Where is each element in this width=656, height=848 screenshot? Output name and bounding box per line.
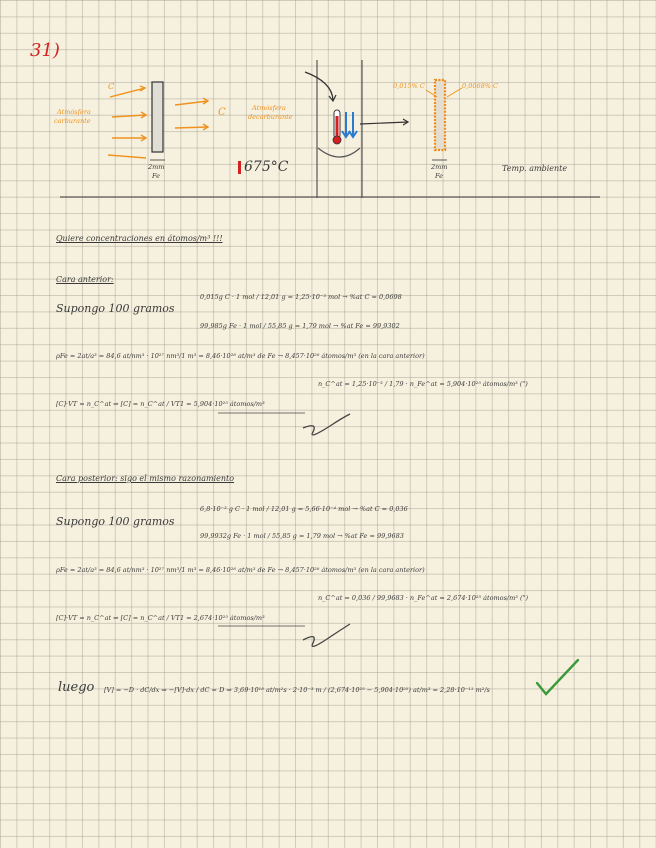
front-suppose: Supongo 100 gramos [56, 302, 175, 315]
front-nc-line: n_C^at = 1,25·10⁻³ / 1,79 · n_Fe^at = 5,904·10²⁵ átomos/m³ (") [318, 380, 528, 388]
material-left: Fe [152, 172, 161, 180]
diffusion-diagram [0, 0, 656, 210]
ambient-label: Temp. ambiente [502, 164, 568, 173]
material-right: Fe [435, 172, 444, 180]
front-heading: Cara anterior: [56, 275, 114, 284]
front-conc-line: [C]·VT = n_C^at ⇒ [C] = n_C^at / VT1 = 5,904·10²⁵ átomos/m³ [56, 400, 265, 408]
conc-right-label: 0,0068% C [462, 82, 498, 90]
final-lead: luego [58, 680, 95, 695]
back-heading: Cara posterior: sigo el mismo razonamiento [56, 474, 235, 483]
front-fe-line: 99,985g Fe · 1 mol / 55,85 g = 1,79 mol → %at Fe = 99,9302 [200, 322, 400, 330]
question-note: Quiere concentraciones en átomos/m³ !!! [56, 234, 223, 243]
back-conc-line: [C]·VT = n_C^at ⇒ [C] = n_C^at / VT1 = 2,674·10²⁵ átomos/m³ [56, 614, 265, 622]
sink-label-line2: decarburante [248, 113, 293, 121]
back-rho-line: ρFe = 2at/a³ = 84,6 at/nm³ · 10²⁷ nm³/1 m³ = 8,46·10²⁸ at/m³ de Fe → 8,457·10²⁸ átomos/m³ (en la cara anterior) [56, 566, 425, 574]
temperature-label: 675°C [244, 159, 289, 175]
back-suppose: Supongo 100 gramos [56, 515, 175, 528]
front-c-line: 0,015g C · 1 mol / 12,01 g = 1,25·10⁻³ mol → %at C = 0,0698 [200, 293, 402, 301]
back-fe-line: 99,9932g Fe · 1 mol / 55,85 g = 1,79 mol → %at Fe = 99,9683 [200, 532, 404, 540]
back-nc-line: n_C^at = 0,036 / 99,9683 · n_Fe^at = 2,674·10²⁵ átomos/m³ (") [318, 594, 529, 602]
front-rho-line: ρFe = 2at/a³ = 84,6 at/nm³ · 10²⁷ nm³/1 m³ = 8,46·10²⁸ at/m³ de Fe → 8,457·10²⁸ átomos/m³ (en la cara anterior) [56, 352, 425, 360]
sink-label-line1: Atmósfera [252, 104, 286, 112]
thickness-left: 2mm [148, 163, 165, 171]
c-arrow-label-left: C [108, 82, 115, 91]
problem-number: 31) [30, 40, 60, 61]
final-expression: [V] = −D · dC/dx ⇒ −[V]·dx / dC = D ⇒ 3,69·10¹⁸ at/m²s · 2·10⁻³ m / (2,674·10²⁵ − 5,904·10²⁵) at/m³ = 2,28·10⁻¹¹ m²/s [104, 686, 490, 694]
thickness-right: 2mm [431, 163, 448, 171]
back-c-line: 6,8·10⁻³ g C · 1 mol / 12,01 g = 5,66·10⁻⁴ mol → %at C = 0,036 [200, 505, 408, 513]
source-label-line2: carburante [54, 117, 91, 125]
conc-left-label: 0,015% C [393, 82, 425, 90]
source-label-line1: Atmósfera [57, 108, 91, 116]
c-label-mid: C [218, 107, 226, 118]
